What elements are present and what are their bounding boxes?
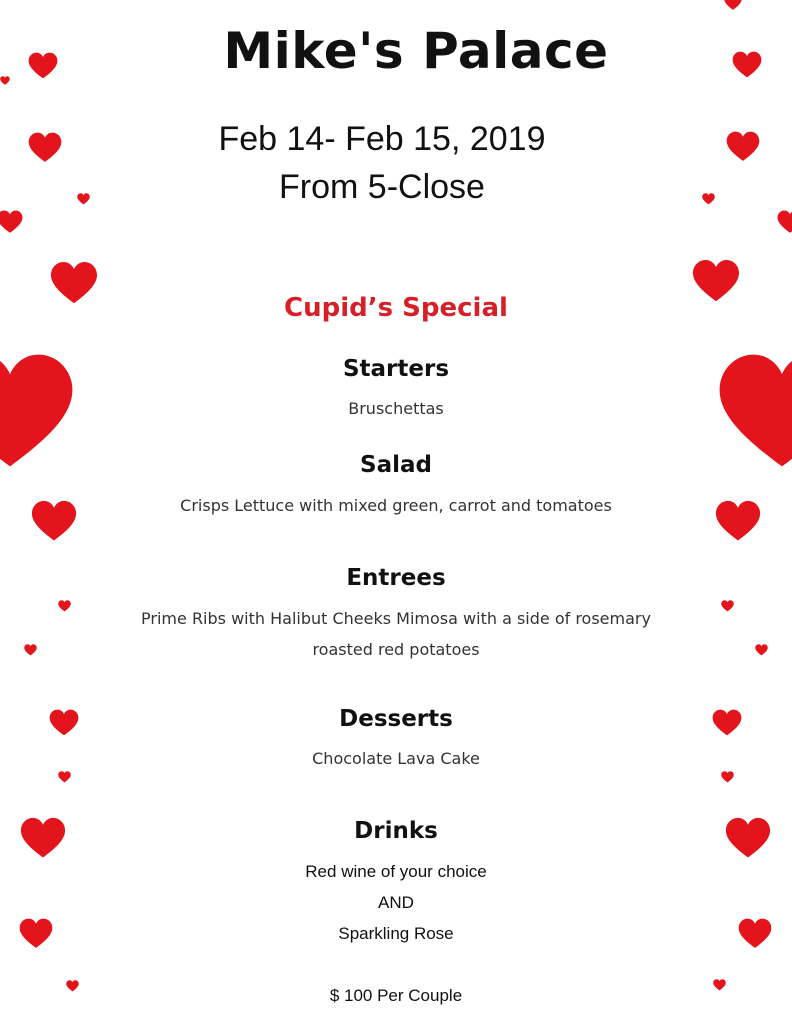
section-heading-drinks: Drinks: [354, 818, 438, 844]
salad-item: Crisps Lettuce with mixed green, carrot and tomatoes: [180, 496, 612, 515]
drinks-item-line-3: Sparkling Rose: [338, 924, 454, 943]
section-heading-desserts: Desserts: [339, 706, 453, 732]
heart-icon: [721, 771, 734, 783]
heart-icon: [0, 76, 10, 85]
entrees-item-line-1: Prime Ribs with Halibut Cheeks Mimosa with a side of rosemary: [141, 609, 651, 628]
heart-icon: [0, 210, 23, 233]
section-heading-starters: Starters: [342, 356, 450, 382]
drinks-item-line-2: AND: [378, 893, 414, 912]
entrees-item-line-2: roasted red potatoes: [312, 640, 480, 659]
starters-item: Bruschettas: [348, 399, 444, 418]
heart-icon: [777, 210, 792, 233]
event-hours: From 5-Close: [279, 168, 485, 206]
event-dates: Feb 14- Feb 15, 2019: [218, 120, 546, 158]
price: $ 100 Per Couple: [329, 986, 463, 1005]
desserts-item: Chocolate Lava Cake: [312, 749, 480, 768]
section-heading-salad: Salad: [360, 452, 432, 478]
special-title: Cupid’s Special: [284, 293, 508, 323]
restaurant-name: Mike's Palace: [223, 22, 609, 80]
heart-icon: [724, 0, 742, 10]
heart-icon: [58, 771, 71, 783]
drinks-item-line-1: Red wine of your choice: [305, 862, 487, 881]
section-heading-entrees: Entrees: [346, 565, 446, 591]
